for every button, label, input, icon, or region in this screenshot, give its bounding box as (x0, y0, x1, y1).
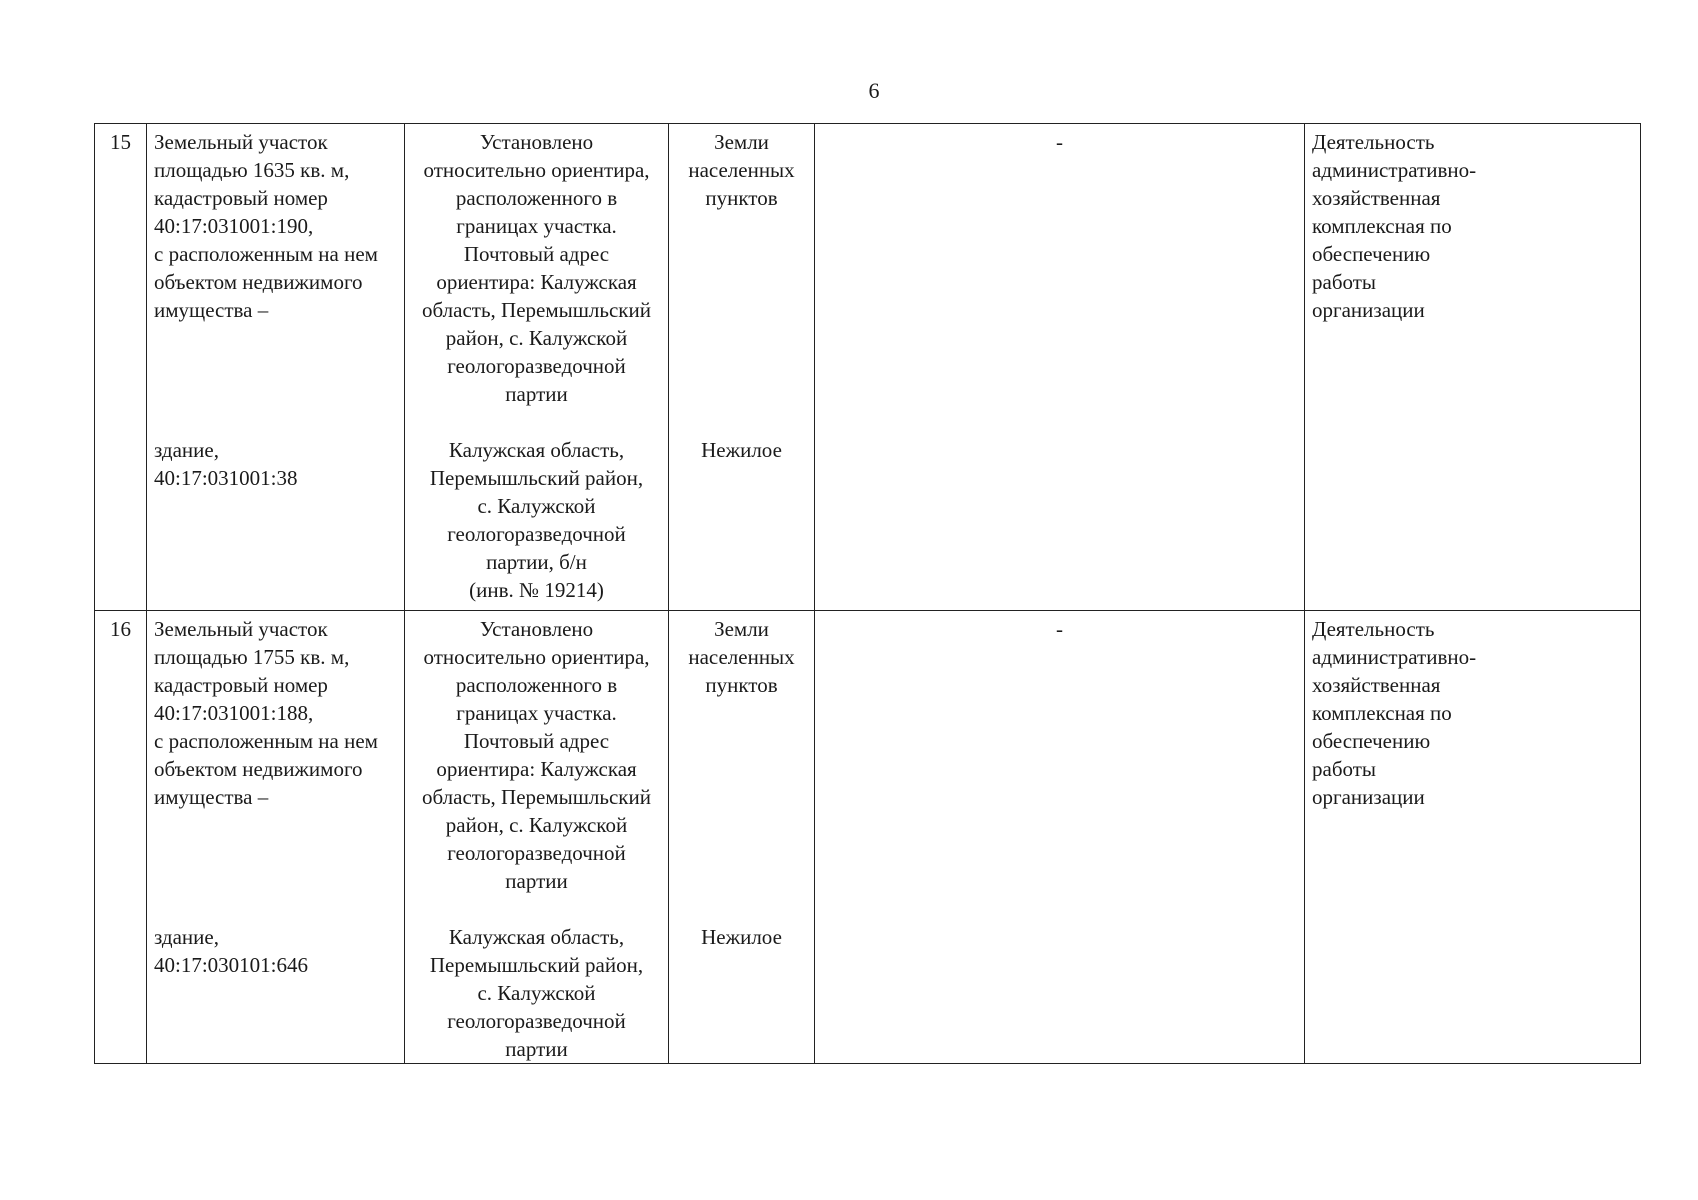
page-number: 6 (868, 78, 880, 103)
text-line: район, с. Калужской (445, 326, 628, 350)
land-category (669, 124, 815, 611)
encumbrances: - (815, 611, 1305, 1064)
text-line: геологоразведочной (447, 1009, 626, 1033)
table-row (95, 611, 1641, 1064)
text-line: объектом недвижимого (154, 757, 363, 781)
text-line: обеспечению (1312, 729, 1431, 753)
text-line: хозяйственная (1312, 186, 1441, 210)
text-line: имущества – (154, 785, 269, 809)
text-line: Установлено (479, 130, 594, 154)
text-line: партии (505, 869, 568, 893)
building-description (154, 923, 397, 979)
text-line: партии, б/н (486, 550, 587, 574)
text-line: хозяйственная (1312, 673, 1441, 697)
text-line: с расположенным на нем (154, 729, 378, 753)
land-category-value (676, 128, 807, 212)
text-line: границах участка. (456, 214, 617, 238)
text-line: расположенного в (455, 673, 618, 697)
text-line: обеспечению (1312, 242, 1431, 266)
row-number: 15 (95, 124, 147, 611)
text-line: работы (1312, 270, 1377, 294)
text-line: комплексная по (1312, 701, 1452, 725)
building-type-value (676, 436, 807, 464)
text-line: административно- (1312, 158, 1477, 182)
text-line: кадастровый номер (154, 673, 328, 697)
text-line: пунктов (705, 673, 778, 697)
text-line: геологоразведочной (447, 841, 626, 865)
text-line: границах участка. (456, 701, 617, 725)
building-address (412, 923, 661, 1063)
text-line: объектом недвижимого (154, 270, 363, 294)
text-line: Деятельность (1312, 130, 1435, 154)
text-line: здание, (154, 925, 219, 949)
text-line: область, Перемышльский (422, 785, 651, 809)
object-description (147, 124, 405, 611)
text-line: относительно ориентира, (423, 645, 650, 669)
text-line: партии (505, 1037, 568, 1061)
row-number: 16 (95, 611, 147, 1064)
object-address (405, 611, 669, 1064)
land-category (669, 611, 815, 1064)
text-line: населенных (688, 158, 795, 182)
text-line: ориентира: Калужская (436, 270, 637, 294)
building-address (412, 436, 661, 604)
text-line: с. Калужской (477, 981, 596, 1005)
text-line: населенных (688, 645, 795, 669)
text-line: Установлено (479, 617, 594, 641)
text-line: 40:17:031001:38 (154, 466, 298, 490)
text-line: Земельный участок (154, 130, 328, 154)
building-type-value (676, 923, 807, 951)
object-address (405, 124, 669, 611)
text-line: 40:17:031001:190, (154, 214, 314, 238)
text-line: 40:17:031001:188, (154, 701, 314, 725)
land-address (412, 615, 661, 895)
text-line: Нежилое (701, 438, 782, 462)
text-line: административно- (1312, 645, 1477, 669)
text-line: 40:17:030101:646 (154, 953, 309, 977)
text-line: относительно ориентира, (423, 158, 650, 182)
text-line: геологоразведочной (447, 354, 626, 378)
land-description (154, 128, 397, 324)
land-address (412, 128, 661, 408)
land-category-value (676, 615, 807, 699)
text-line: организации (1312, 785, 1425, 809)
object-description (147, 611, 405, 1064)
text-line: Почтовый адрес (463, 242, 610, 266)
encumbrances: - (815, 124, 1305, 611)
text-line: Земли (714, 130, 769, 154)
text-line: Калужская область, (448, 438, 625, 462)
land-description (154, 615, 397, 811)
text-line: ориентира: Калужская (436, 757, 637, 781)
text-line: пунктов (705, 186, 778, 210)
text-line: Перемышльский район, (429, 466, 644, 490)
text-line: кадастровый номер (154, 186, 328, 210)
text-line: район, с. Калужской (445, 813, 628, 837)
text-line: расположенного в (455, 186, 618, 210)
text-line: комплексная по (1312, 214, 1452, 238)
text-line: работы (1312, 757, 1377, 781)
table-row (95, 124, 1641, 611)
text-line: площадью 1635 кв. м, (154, 158, 350, 182)
text-line: геологоразведочной (447, 522, 626, 546)
text-line: с. Калужской (477, 494, 596, 518)
text-line: с расположенным на нем (154, 242, 378, 266)
usage-purpose (1305, 611, 1641, 1064)
text-line: Земельный участок (154, 617, 328, 641)
text-line: (инв. № 19214) (469, 578, 604, 602)
text-line: Почтовый адрес (463, 729, 610, 753)
text-line: имущества – (154, 298, 269, 322)
text-line: площадью 1755 кв. м, (154, 645, 350, 669)
usage-purpose (1305, 124, 1641, 611)
text-line: Земли (714, 617, 769, 641)
building-description (154, 436, 397, 492)
text-line: Калужская область, (448, 925, 625, 949)
text-line: организации (1312, 298, 1425, 322)
text-line: Нежилое (701, 925, 782, 949)
text-line: область, Перемышльский (422, 298, 651, 322)
text-line: партии (505, 382, 568, 406)
text-line: здание, (154, 438, 219, 462)
text-line: Деятельность (1312, 617, 1435, 641)
text-line: Перемышльский район, (429, 953, 644, 977)
property-table (94, 123, 1641, 1064)
